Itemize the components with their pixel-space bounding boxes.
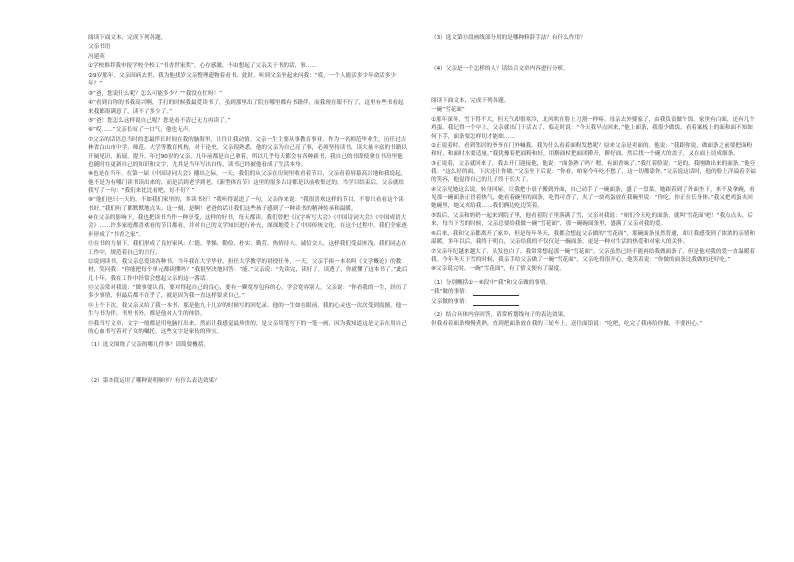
paragraph-11: ⑪在书的力量下，我们形成了良好家风：仁德、孝悌、勤俭、朴实、勤劳、热情待人、诚信交人，这样我们受益匪浅，我们同志在工作中，规范着自己的言行。	[88, 241, 407, 256]
paragraph-r4: ④父亲见她这么说，转身回屋，让我把小桌子搬到外面，自己动手了一碗面条，盛了一盘菜。她跟着到了外面坐下，来不及拿碗，看见那一碗面条正冒着热气，她看着碗里的面条，吃得可香了，夹了一块鸡蛋放在我碗里说：“你吃，你正在长身体。”我又把鸡蛋夹回她碗里，她又夹给我……我们俩边吃边笑着。	[431, 186, 755, 210]
question-1: （1）选文围绕了父亲的哪几件事？请简要概括。	[88, 342, 210, 349]
paragraph-9: ⑨“他们也只一天的，不如我们家里的，多读书好！”我听得说道了一句，父亲你来说：“我很喜欢这样的节目，不要只看看这个读书好。”我们听了都默默地点头。这一刻，是啊！老爸的话让我们这些孩子感到了一种读书的精神传承和温暖。	[88, 197, 404, 212]
paragraph-4: ④“看到白你的书我高兴啊，手打的时候我最爱读书了，虽到那里出了院在哪里都有书籍伴，而我现在眼不行了，这里有些书看起来我都很满意了，读不了多少了。”	[88, 100, 404, 115]
answer-label-me: “我”做的事情：	[431, 289, 471, 296]
paragraph-r5: ⑤饭后，父亲和奶奶一起来到院子里，他看着院子里落满了雪，父亲对我说：“咱们今天吃的面条，就叫‘雪花面’吧！”我点点头。后来，每当下雪的时候，父亲总要给我做一碗“雪花面”，那一碗碗面条里，盛满了父亲对我的爱。	[431, 212, 754, 228]
paragraph-10: ⑩在父亲的影响下，我也把读书当作一种享受，这样的好书，每天都读。我们曾把《汉字听写大会》《中国诗词大会》《中国成语大会》……许多家庭都喜欢看的节目都看，并对自己的文学知识进行补充，深深地爱上了中国传统文化。在这个过程中，我们全家逐步形成了“书香之家”。	[88, 215, 407, 238]
answer-blank[interactable]	[473, 295, 519, 296]
answer-space	[88, 351, 408, 377]
left-column	[88, 34, 408, 386]
question-4: （4）父亲是一个怎样的人？请结合文章内容进行分析。	[431, 66, 569, 73]
answer-line-father	[431, 298, 757, 306]
paragraph-15: ⑮我当写文章，文字一般都是用电脑打出来，然而让我感觉最珍贵的，是父亲用笔写下的一笔一画，因为我知道这是父亲在用自己的心血书写着对子女的嘱托，这些文字是家传的珍宝。	[88, 320, 407, 335]
question-r2-quote: 但我看着面条慢慢煮熟，直到把面条放在我的三轮车上，送往面馆说：“吃吧，吃完了我再给你做，不要担心。”	[431, 321, 703, 328]
answer-space	[431, 75, 757, 97]
paragraph-7: ⑦父亲的话语总当时的悲最伴长时间在我的脑海里，让往让我动情。父亲一生主要从事教育事业，作为一名师范毕业生，历任过吉林省白山市中学、师范、大学等教育机构，对于论史，父亲很熟悉。他的父亲为自己亮了事，必须坚持读书，读大量丰富的书籍以开阔见识，拓展，提升。年过90岁的父亲，几年前都是自己拿着，所以几乎每天都会有各种新书，我自己的书即使拿在书房里他也随时在更新自己的知识和文字，尤其是当年写出自传，读书已经被他看成了生活本身。	[88, 136, 407, 168]
paragraph-r7: ⑦父亲年纪越来越大了，头发也白了，我常常想起那一碗“雪花面”。父亲虽然已经不能再给我做面条了，但是他对我的爱一直温暖着我。今年冬天下雪的时候，我亲手给父亲做了一碗“雪花面”，父亲吃得很开心，他笑着说：“你做的面条比我做的还好吃。”	[431, 248, 756, 263]
article-title: 父亲书语	[88, 44, 111, 51]
question-3: （3）选文第⑪段画线部分用的是哪种修辞手法？有什么作用？	[431, 35, 586, 41]
right-column	[431, 34, 757, 330]
paragraph-12: ⑫说到读书，我父亲总爱读各种书，当年我在大学毕业，担任大学教学的讲授任务，一天，父亲手捧一本名叫《文学概论》的教材，笑问我：“你能把每个单元都读懂吗？”我很坚决地回答：“能。”父亲说：“先读完，读好了，读透了，你就懂了这本书了。”此后几十年，我在工作中经常会想起父亲的这一番话。	[88, 259, 408, 282]
paragraph-13: ⑬父亲常对我说：“做事要认真，要对得起自己的良心，要有一颗宽厚包容的心，学会宽容别人。父亲说：“你看我的一生，经历了多少事情，但最后都不在乎了，就是因为我一直这样要求自己。”	[88, 285, 408, 300]
paragraph-3: ③“爸，您说什么呢？怎么可能多少？”“我没在忙呀！”	[88, 90, 223, 97]
question-r1: （1）分别概括①～⑥段中“我”和父亲做的事情。	[431, 279, 552, 286]
paragraph-5: ⑤“爸！您怎么这样说自己呢？您是看不清已无力再读了。”	[88, 117, 231, 124]
reading-instruction: 阅读下面文本，完成下列各题。	[88, 35, 167, 41]
paragraph-r2: ②正说着时，看到邻居的爷爷在门外喊我。我为什么看着面粉发愁呢？原来父亲是卖面的。他说：“我跟你说，做面条之前要把面粉和好，和面时水要适量。”我犹豫着把面粉和好，用擀面杖把面团擀开，擀好面，然后找一个碗大的盖子，又在面上切成细条。	[431, 143, 753, 158]
paragraph-r8: ⑧父亲说完时，一碗“雪花面”，有了情义便有了温度。	[431, 266, 565, 273]
question-r2: （2）结合具体内容回答，请赏析划线句子的表达效果。	[431, 311, 569, 318]
paragraph-14: ⑭上个下次，我父亲又给了我一本书，那是他九十几岁的时候写的回忆录。他的一生如在眼前，我的心灵也一次次受到震撼，他一生与书为伴，书里书外，都是他对人生的体悟。	[88, 302, 407, 318]
paragraph-6: ⑥“哎……”父亲长叹了一口气，他也无声。	[88, 127, 194, 134]
reading-instruction-2: 阅读下面文本，完成下列各题。	[431, 97, 510, 104]
paragraph-8: ⑧也是在当年。在第一届《中国诗词大会》播出之际，一天，我们的从父亲在房间里收看着节目，父亲看着屏幕高兴地和我说起，他不是为有哪门读书读出来的，而是活到老学到老，《新型体育节》这里的很多古诗都是以前收集过的，当学目结束后，父亲就给我写了一句：“我们来比比看吧，好不好？”	[88, 171, 407, 194]
article-author: 冯建英	[88, 53, 105, 60]
question-2: （2）第⑦段运用了哪种说明顺序？有什么表达效果？	[88, 377, 220, 384]
answer-blank[interactable]	[473, 305, 519, 306]
article-title-2: 一碗“雪花面”	[431, 107, 465, 114]
answer-line-me	[431, 288, 757, 296]
paragraph-1: ①学校推荐我申报学校全校工“书香世家奖”，心存感激，不由想起了父亲关于书的话，事……	[88, 63, 317, 70]
answer-space	[431, 43, 757, 65]
paragraph-r6: ⑥后来，我和父亲都离开了家乡，但是每年冬天，我都会想起父亲做的“雪花面”，那碗面条虽然普通，却让我感受到了浓浓的亲情和温暖。多年以后，我终于明白，父亲给我的不仅仅是一碗面条，更是一种对生活的热爱和对家人的关怀。	[431, 230, 756, 246]
paragraph-r3: ③正说着，父亲就回来了，我去开门迎接他，他说：“面条熟了吗？嗯，有面香味了。”我红着脸说：“是的，我刚做出来的面条。”他夸我：“这么好的面，下次还让你做。”父亲坐下后说：“你看，咱家今年吃不愁了，这一切都靠你。”父亲说这话时，他的脸上洋溢着幸福的笑容，他觉得自己的儿子终于长大了。	[431, 160, 756, 184]
answer-label-father: 父亲做的事情：	[431, 298, 471, 305]
paragraph-2: ②9岁那年，父亲因病去世，我为他找岁父亲整理遗物着看书。此时，听到父亲坐起来问我：“哎，一个人能活多少年命活多少年？”	[88, 72, 396, 88]
paragraph-r1: ①那年深冬，雪下得不大，但天气却很寒冷，北风吹在脸上刀割一样疼。母亲去外婆家了，由我负责做午饭。家里有白面，还有几个鸡蛋。我记得一个早上，父亲就出门干活去了，临走时说：“今天我早点回来，”他上面条，我很少做饭，看着案板上的面和面不知如何下手，面条要怎样切才能细……	[431, 116, 755, 140]
